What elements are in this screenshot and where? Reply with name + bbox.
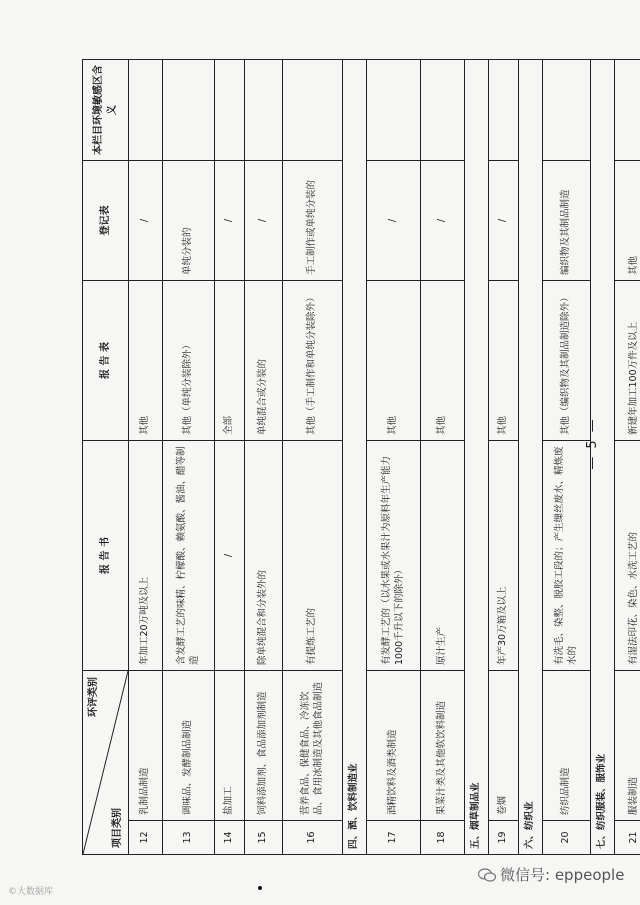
report-requirement: 原汁生产: [421, 441, 465, 671]
table-row: [615, 60, 640, 855]
page-number: — 5 —: [584, 417, 600, 470]
watermark-right: [478, 864, 624, 885]
section-row: [343, 60, 367, 855]
report-requirement: 含发酵工艺的味精、柠檬酸、赖氨酸、酱油、醋等制造: [163, 441, 215, 671]
row-number: 17: [367, 821, 421, 855]
registration-requirement: /: [489, 161, 519, 281]
report-form-requirement: 其他（手工制作和单纯分装除外）: [283, 281, 343, 441]
table-row: [421, 60, 465, 855]
report-requirement: 有洗毛、染整、脱胶工段的；产生缫丝废水、精炼废水的: [543, 441, 591, 671]
project-name: 调味品、发酵制品制造: [163, 671, 215, 821]
table-row: [367, 60, 421, 855]
watermark-left: ©大数据库: [8, 887, 54, 897]
registration-requirement: /: [245, 161, 283, 281]
table-row: [283, 60, 343, 855]
project-name: 乳制品制造: [129, 671, 163, 821]
project-name: 酒精饮料及酒类制造: [367, 671, 421, 821]
sensitive-area-cell: [615, 60, 640, 161]
section-row: [465, 60, 489, 855]
scan-speck: [258, 886, 262, 890]
registration-requirement: 其他: [615, 161, 640, 281]
header-registration: 登记表: [83, 161, 129, 281]
report-form-requirement: 其他: [367, 281, 421, 441]
project-name: 饲料添加剂、食品添加剂制造: [245, 671, 283, 821]
rotated-table-wrapper: [82, 60, 640, 855]
table-header-row: [83, 60, 129, 855]
project-name: 盐加工: [215, 671, 245, 821]
project-name: 服装制造: [615, 671, 640, 821]
registration-requirement: /: [215, 161, 245, 281]
report-requirement: 有提炼工艺的: [283, 441, 343, 671]
sensitive-area-cell: [283, 60, 343, 161]
report-requirement: /: [215, 441, 245, 671]
row-number: 14: [215, 821, 245, 855]
report-form-requirement: 全部: [215, 281, 245, 441]
report-form-requirement: 新建年加工100万件及以上: [615, 281, 640, 441]
section-title: 七、纺织服装、服饰业: [591, 60, 615, 855]
project-name: 营养食品、保健食品、冷冻饮品、食用冰制造及其他食品制造: [283, 671, 343, 821]
report-form-requirement: 其他（单纯分装除外）: [163, 281, 215, 441]
report-form-requirement: 其他: [489, 281, 519, 441]
sensitive-area-cell: [421, 60, 465, 161]
report-form-requirement: 其他: [421, 281, 465, 441]
registration-requirement: /: [129, 161, 163, 281]
section-row: [519, 60, 543, 855]
registration-requirement: 单纯分装的: [163, 161, 215, 281]
project-name: 果菜汁类及其他软饮料制造: [421, 671, 465, 821]
report-requirement: 年加工20万吨及以上: [129, 441, 163, 671]
table-row: [543, 60, 591, 855]
header-report-form: 报 告 表: [83, 281, 129, 441]
eia-category-table: [82, 59, 640, 855]
row-number: 13: [163, 821, 215, 855]
table-row: [163, 60, 215, 855]
registration-requirement: /: [367, 161, 421, 281]
row-number: 18: [421, 821, 465, 855]
report-requirement: 有发酵工艺的（以水果或水果汁为原料年生产能力1000千升以下的除外）: [367, 441, 421, 671]
registration-requirement: /: [421, 161, 465, 281]
header-report: 报 告 书: [83, 441, 129, 671]
table-row: [489, 60, 519, 855]
section-title: 四、酒、饮料制造业: [343, 60, 367, 855]
report-requirement: 有湿法印花、染色、水洗工艺的: [615, 441, 640, 671]
sensitive-area-cell: [129, 60, 163, 161]
report-form-requirement: 其他: [129, 281, 163, 441]
registration-requirement: 手工制作或单纯分装的: [283, 161, 343, 281]
sensitive-area-cell: [489, 60, 519, 161]
sensitive-area-cell: [215, 60, 245, 161]
row-number: 21: [615, 821, 640, 855]
header-eia-category: 环评类别: [88, 677, 99, 717]
sensitive-area-cell: [543, 60, 591, 161]
row-number: 19: [489, 821, 519, 855]
table-row: [245, 60, 283, 855]
row-number: 12: [129, 821, 163, 855]
table-row: [129, 60, 163, 855]
table-body: [129, 60, 640, 855]
registration-requirement: 编织物及其制品制造: [543, 161, 591, 281]
header-sensitive-area: 本栏目环境敏感区含义: [83, 60, 129, 161]
row-number: 15: [245, 821, 283, 855]
table-row: [215, 60, 245, 855]
report-form-requirement: 单纯混合或分装的: [245, 281, 283, 441]
sensitive-area-cell: [245, 60, 283, 161]
header-project-category: 项目类别: [111, 808, 123, 848]
watermark-wechat-id: 微信号: eppeople: [500, 866, 625, 884]
report-form-requirement: 其他（编织物及其制品制造除外）: [543, 281, 591, 441]
sensitive-area-cell: [367, 60, 421, 161]
row-number: 16: [283, 821, 343, 855]
header-diagonal-cell: [83, 671, 129, 855]
report-requirement: 年产30万箱及以上: [489, 441, 519, 671]
section-title: 六、纺织业: [519, 60, 543, 855]
wechat-icon: [478, 868, 496, 882]
report-requirement: 除单纯混合和分装外的: [245, 441, 283, 671]
section-title: 五、烟草制品业: [465, 60, 489, 855]
project-name: 卷烟: [489, 671, 519, 821]
sensitive-area-cell: [163, 60, 215, 161]
project-name: 纺织品制造: [543, 671, 591, 821]
row-number: 20: [543, 821, 591, 855]
